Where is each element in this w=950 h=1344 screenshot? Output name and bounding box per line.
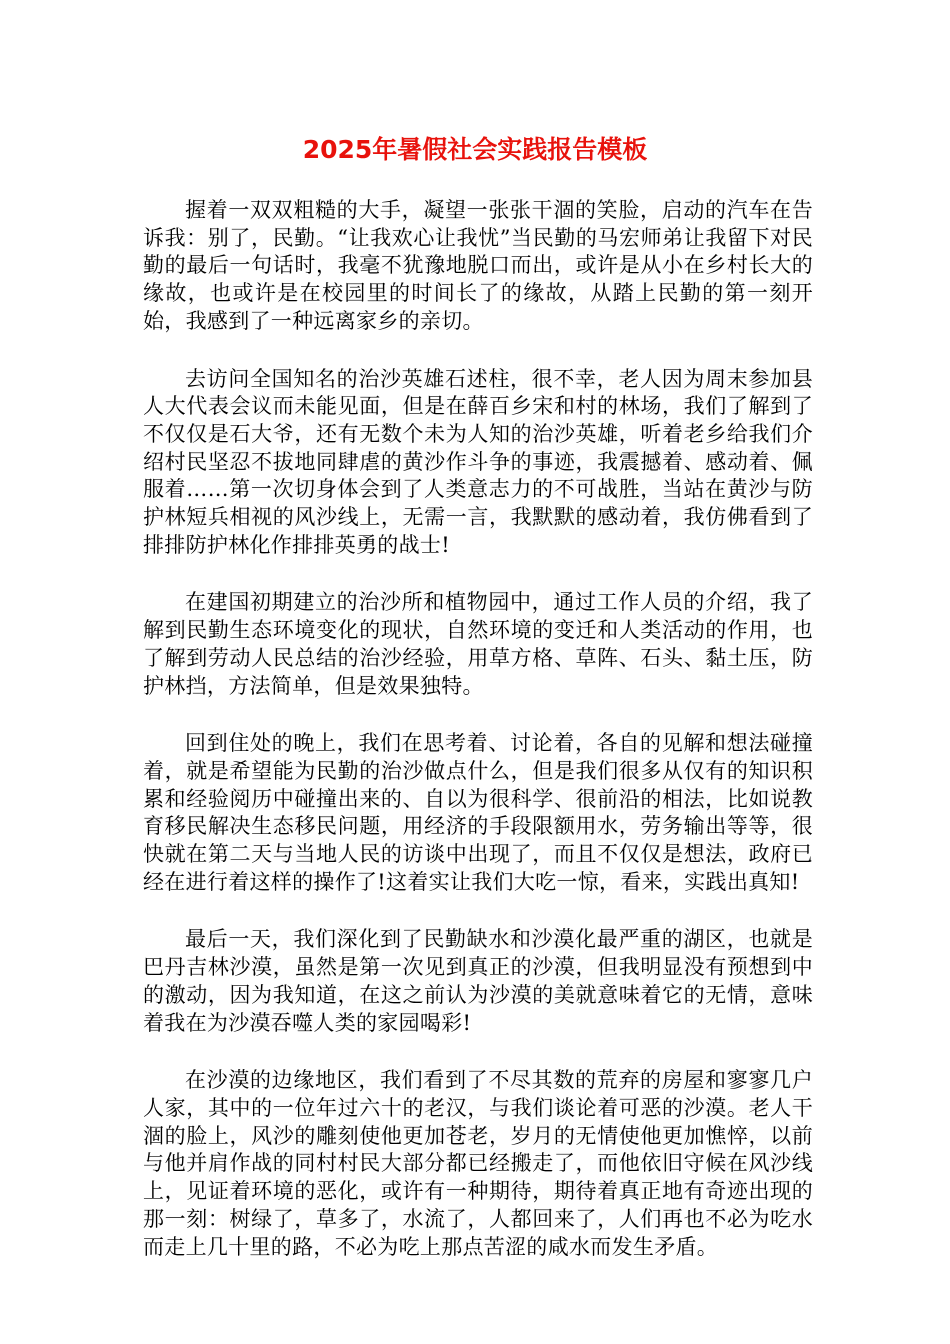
paragraph-2: 去访问全国知名的治沙英雄石述柱，很不幸，老人因为周末参加县人大代表会议而未能见面，但是在薛百乡宋和村的林场，我们了解到了不仅仅是石大爷，还有无数个未为人知的治沙英雄，听着老乡给我们介绍村民坚忍不拔地同肆虐的黄沙作斗争的事迹，我震撼着、感动着、佩服着……第一次切身体会到了人类意志力的不可战胜，当站在黄沙与防护林短兵相视的风沙线上，无需一言，我默默的感动着，我仿佛看到了排排防护林化作排排英勇的战士!: [143, 366, 813, 557]
paragraph-1: 握着一双双粗糙的大手，凝望一张张干涸的笑脸，启动的汽车在告诉我：别了，民勤。“让我欢心让我忧”当民勤的马宏师弟让我留下对民勤的最后一句话时，我毫不犹豫地脱口而出，或许是从小在乡村长大的缘故，也或许是在校园里的时间长了的缘故，从踏上民勤的第一刻开始，我感到了一种远离家乡的亲切。: [143, 198, 813, 333]
paragraph-6: 在沙漠的边缘地区，我们看到了不尽其数的荒弃的房屋和寥寥几户人家，其中的一位年过六十的老汉，与我们谈论着可恶的沙漠。老人干涸的脸上，风沙的雕刻使他更加苍老，岁月的无情使他更加憔悴，以前与他并肩作战的同村村民大部分都已经搬走了，而他依旧守候在风沙线上，见证着环境的恶化，或许有一种期待，期待着真正地有奇迹出现的那一刻：树绿了，草多了，水流了，人都回来了，人们再也不必为吃水而走上几十里的路，不必为吃上那点苦涩的咸水而发生矛盾。: [143, 1068, 813, 1259]
document-body: [143, 197, 813, 1291]
paragraph-4: 回到住处的晚上，我们在思考着、讨论着，各自的见解和想法碰撞着，就是希望能为民勤的治沙做点什么，但是我们很多从仅有的知识积累和经验阅历中碰撞出来的、自以为很科学、很前沿的相法，比如说教育移民解决生态移民问题，用经济的手段限额用水，劳务输出等等，很快就在第二天与当地人民的访谈中出现了，而且不仅仅是想法，政府已经在进行着这样的操作了!这着实让我们大吃一惊，看来，实践出真知!: [143, 731, 813, 894]
document-title: 2025年暑假社会实践报告模板: [302, 135, 648, 164]
paragraph-5: 最后一天，我们深化到了民勤缺水和沙漠化最严重的湖区，也就是巴丹吉林沙漠，虽然是第一次见到真正的沙漠，但我明显没有预想到中的激动，因为我知道，在这之前认为沙漠的美就意味着它的无情，意味着我在为沙漠吞噬人类的家园喝彩!: [143, 927, 813, 1035]
paragraph-3: 在建国初期建立的治沙所和植物园中，通过工作人员的介绍，我了解到民勤生态环境变化的现状，自然环境的变迁和人类活动的作用，也了解到劳动人民总结的治沙经验，用草方格、草阵、石头、黏土压，防护林挡，方法简单，但是效果独特。: [143, 590, 813, 698]
